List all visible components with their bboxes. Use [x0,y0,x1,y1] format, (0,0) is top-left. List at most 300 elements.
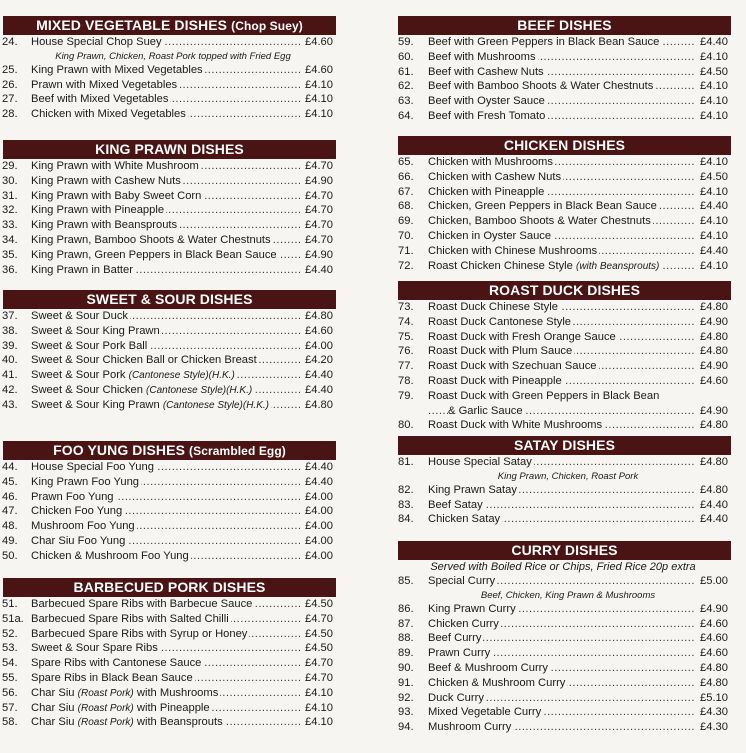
item-name: King Prawn in Batter [31,263,133,276]
item-number: 50. [2,549,18,562]
item-number: 38. [2,324,18,337]
item-number: 81. [398,456,414,468]
item-name: Roast Duck Chinese Style [428,301,558,313]
menu-item [395,374,731,389]
item-number: 79. [398,389,414,402]
item-name-group [31,702,212,714]
item-name: Roast Duck with Green Peppers in Black Bean [428,389,660,402]
item-dish [428,705,695,720]
item-price: £4.30 [700,721,728,734]
item-price: £4.00 [305,520,333,533]
item-name: Roast Duck with Pineapple [428,374,562,387]
menu-section [395,281,731,433]
item-number: 47. [2,505,18,518]
menu-section [395,16,731,124]
item-dish [428,229,695,244]
item-name-group [428,51,538,63]
menu-item [0,309,336,324]
menu-item [0,383,336,398]
item-name: Sweet & Sour Chicken [31,383,143,396]
item-number: 31. [2,189,18,202]
item-dish [31,78,300,93]
item-name: Chicken & Mushroom Foo Yung [31,549,189,562]
item-number: 44. [2,461,18,473]
item-number: 86. [398,602,414,615]
menu-item [0,78,336,93]
item-number: 64. [398,109,414,122]
item-name: Mixed Vegetable Curry [428,706,542,719]
item-dish [31,189,300,204]
item-number: 56. [2,686,18,699]
item-name: Spare Ribs in Black Bean Sauce [31,671,193,684]
item-price: £4.90 [700,602,728,615]
menu-item [395,705,731,720]
menu-item [0,92,336,107]
item-style-note: (Cantonese Style)(H.K.) [146,384,253,396]
item-dish [31,715,300,730]
item-name: King Prawn with Mixed Vegetables [31,63,203,76]
item-price: £4.70 [305,160,333,172]
item-name: Chicken with Cashew Nuts [428,170,562,183]
item-number: 92. [398,691,414,704]
item-name-group [428,316,573,328]
item-price: £4.50 [700,65,728,78]
item-number: 70. [398,229,414,242]
menu-section [395,436,731,527]
item-name-group [31,384,254,396]
item-name: with Mushrooms [136,686,219,699]
item-dish [428,617,695,632]
item-price: £4.00 [305,339,333,352]
item-name-group [428,692,486,704]
menu-item [395,315,731,330]
item-name: Prawn with Mixed Vegetables [31,78,178,91]
item-name: King Prawn with Pineapple [31,204,165,217]
item-name-group [428,677,567,689]
item-name-group [31,93,170,105]
item-name: Mushroom Curry [428,721,512,734]
item-dish [428,661,695,676]
item-name-group [428,331,618,343]
section-title-suffix: (Chop Suey) [231,19,303,33]
item-name: Chicken with Mushrooms [428,156,553,168]
item-number: 35. [2,248,18,261]
item-name: Beef with Mixed Vegetables [31,93,169,106]
item-name-group [31,550,191,562]
item-name-group [31,340,149,352]
item-price: £4.80 [700,345,728,358]
item-name: King Prawn Foo Yung [31,475,140,488]
menu-item [395,170,731,185]
menu-item [0,612,336,627]
menu-section [0,290,336,413]
item-dish [31,490,300,505]
item-dish [428,483,695,498]
item-price: £4.10 [305,93,333,106]
item-number: 36. [2,263,18,276]
item-price: £4.40 [305,475,333,488]
item-style-note: (Cantonese Style)(H.K.) [162,399,269,411]
item-price: £4.20 [305,354,333,367]
menu-item [395,691,731,706]
item-price: £4.10 [700,156,728,168]
item-number: 72. [398,259,414,272]
menu-section [0,16,336,122]
item-name-group [31,204,166,216]
item-name-prefix: Char Siu [31,716,75,729]
item-name: Sweet & Sour Pork [31,369,126,382]
menu-item [0,398,336,413]
item-name-group [428,456,534,468]
item-dish [31,309,300,324]
item-dish [31,107,300,122]
menu-item [395,676,731,691]
item-number: 89. [398,647,414,660]
menu-item [395,79,731,94]
item-name: & Garlic Sauce [448,404,523,417]
item-price: £4.60 [305,324,333,337]
menu-item [395,574,731,589]
menu-item [0,549,336,564]
section-header [3,140,336,159]
menu-item [395,389,731,404]
item-name-group [428,95,547,107]
menu-item [395,646,731,661]
item-dish [31,519,300,534]
item-price: £4.10 [700,95,728,108]
item-name-group [428,603,518,615]
item-name: Beef with Mushrooms [428,50,536,63]
item-number: 59. [398,36,414,48]
item-number: 37. [2,310,18,322]
item-name: Roast Duck with White Mushrooms [428,419,603,432]
menu-item [395,199,731,214]
item-price: £4.00 [305,549,333,562]
menu-item [395,498,731,513]
item-price: £4.70 [305,189,333,202]
item-price: £4.90 [700,360,728,373]
item-name-group [428,301,560,313]
item-number: 45. [2,475,18,488]
menu-item [0,504,336,519]
item-name-group [428,156,555,168]
item-dish [31,35,300,50]
item-dish [428,498,695,513]
item-dish [31,159,300,174]
section-title: CHICKEN DISHES [503,137,626,153]
menu-item [395,344,731,359]
item-dish [31,475,300,490]
item-name: Sweet & Sour Spare Ribs [31,642,158,655]
item-number: 91. [398,676,414,689]
item-number: 61. [398,65,414,78]
item-number: 43. [2,398,18,411]
item-name-group [31,354,259,366]
item-name-group [31,108,188,120]
item-name-group [428,260,661,272]
item-name: Chicken & Mushroom Curry [428,676,566,689]
item-price: £4.50 [305,642,333,655]
section-header [3,290,336,309]
item-name-group [428,375,564,387]
menu-item [0,490,336,505]
menu-item [395,185,731,200]
item-number: 41. [2,369,18,382]
section-header [398,16,731,35]
item-price: £5.00 [700,575,728,587]
item-number: 54. [2,657,18,670]
menu-section [395,136,731,273]
item-name-group [31,399,271,411]
item-name-group [31,687,220,699]
item-price: £4.50 [305,627,333,640]
item-name-group [31,535,127,547]
item-name-group [31,234,273,246]
item-name-group [31,264,135,276]
menu-section [0,140,336,277]
item-dish [428,676,695,691]
item-number: 34. [2,233,18,246]
section-title: FOO YUNG DISHES [53,442,186,458]
menu-item [395,94,731,109]
item-price: £4.60 [700,647,728,660]
menu-item [0,107,336,122]
section-title: CURRY DISHES [511,542,618,558]
item-price: £4.10 [700,50,728,63]
item-name: with Pineapple [136,701,210,714]
item-price: £4.10 [305,701,333,714]
item-dish [31,324,300,339]
section-header [398,281,731,300]
item-number: 88. [398,632,414,645]
item-number: 94. [398,721,414,734]
item-name: Char Siu Foo Yung [31,534,126,547]
item-name: Roast Duck Cantonese Style [428,315,572,328]
item-price: £4.60 [700,632,728,645]
section-title: BARBECUED PORK DISHES [73,579,266,595]
item-name-group [428,215,653,227]
item-price: £4.40 [305,461,333,473]
menu-item [395,50,731,65]
item-dish [31,504,300,519]
item-name: House Special Foo Yung [31,461,154,473]
item-name-group [448,405,525,417]
menu-item [0,715,336,730]
item-number: 40. [2,354,18,367]
item-dish [31,549,300,564]
item-name-group [428,200,659,212]
menu-item [0,597,336,612]
item-name: Sweet & Sour Duck [31,310,129,322]
item-dish [428,418,695,433]
item-price: £4.10 [305,716,333,729]
item-price: £4.40 [700,200,728,213]
menu-section [0,578,336,730]
item-dish [31,248,300,263]
section-title: BEEF DISHES [517,17,612,33]
item-name: Roast Duck with Fresh Orange Sauce [428,330,616,343]
item-number: 39. [2,339,18,352]
item-name-group [31,79,179,91]
item-name: Sweet & Sour Pork Ball [31,339,148,352]
item-dish [31,368,300,383]
item-name-group [428,360,599,372]
item-name: Beef Curry [428,632,482,645]
item-name: Beef with Bamboo Shoots & Water Chestnuts [428,80,654,93]
item-dish [31,233,300,248]
menu-item [0,519,336,534]
item-dish [31,263,300,278]
menu-item [0,248,336,263]
item-name-group [31,491,116,503]
item-dish [428,344,695,359]
item-name-group [428,110,547,122]
section-note: Served with Boiled Rice or Chips, Fried Rice 20p extra [430,561,696,573]
item-dish [428,631,695,646]
item-name: Chicken with Chinese Mushrooms [428,244,598,257]
item-name: Roast Duck with Szechuan Sauce [428,360,597,373]
item-dish [428,646,695,661]
menu-item [395,512,731,527]
item-price: £4.10 [700,259,728,272]
item-number: 66. [398,170,414,183]
item-name: King Prawn Curry [428,602,516,615]
section-title: MIXED VEGETABLE DISHES [36,17,228,33]
item-name-group [31,613,231,625]
item-name: King Prawn with Cashew Nuts [31,174,181,187]
menu-item [395,229,731,244]
item-name-group [428,245,599,257]
item-dish [31,92,300,107]
item-dish [428,170,695,185]
section-header [398,436,731,455]
item-name: Beef with Fresh Tomato [428,109,546,122]
item-name: Chicken Foo Yung [31,505,123,518]
section-header [3,16,336,35]
item-name-group [31,219,179,231]
item-name: Special Curry [428,575,496,587]
item-name-group [31,642,160,654]
item-dish [31,597,300,612]
item-name-group [31,505,124,517]
item-name-group [428,66,546,78]
item-name: Roast Duck with Plum Sauce [428,345,573,358]
item-price: £4.60 [700,617,728,630]
item-name-group [428,513,502,525]
item-number: 90. [398,661,414,674]
item-price: £4.40 [700,513,728,526]
item-price: £4.70 [305,671,333,684]
item-dish [428,35,695,50]
item-number: 71. [398,244,414,257]
section-title: ROAST DUCK DISHES [488,282,641,298]
item-price: £4.70 [305,204,333,217]
item-number: 60. [398,50,414,63]
menu-section [395,541,731,735]
item-name: Chicken, Bamboo Shoots & Water Chestnuts [428,215,651,228]
item-dish [428,244,695,259]
item-name: Beef with Cashew Nuts [428,65,544,78]
item-price: £4.40 [305,263,333,276]
item-dish [31,686,300,701]
item-name: King Prawn Satay [428,483,517,496]
item-name: with Beansprouts [136,716,223,729]
menu-item [395,109,731,124]
menu-item [0,189,336,204]
menu-item [395,418,731,433]
item-name-group [428,721,513,733]
menu-item [0,656,336,671]
item-name-group [31,249,279,261]
item-name-group [31,628,249,640]
item-price: £4.60 [305,63,333,76]
item-name: Chicken with Mixed Vegetables [31,108,186,121]
item-number: 27. [2,93,18,106]
item-price: £4.80 [700,676,728,689]
item-dish [428,79,695,94]
item-name: Beef Satay [428,498,483,511]
item-style-note: (Roast Pork) [77,717,134,729]
item-number: 62. [398,80,414,93]
item-number: 29. [2,160,18,172]
menu-item [0,686,336,701]
item-price: £4.10 [700,185,728,198]
item-name: Sweet & Sour Chicken Ball or Chicken Breast [31,354,257,367]
item-style-note: (Roast Pork) [77,702,134,714]
item-price: £4.10 [700,215,728,228]
item-price: £4.90 [700,315,728,328]
item-name: Roast Chicken Chinese Style [428,259,573,272]
menu-item [0,324,336,339]
item-name-group [428,662,550,674]
item-price: £4.50 [305,598,333,610]
item-name: Prawn Curry [428,647,491,660]
item-number: 73. [398,301,414,313]
item-price: £4.80 [305,310,333,322]
item-number: 48. [2,520,18,533]
item-number: 24. [2,36,18,48]
item-dish [428,512,695,527]
item-number: 57. [2,701,18,714]
item-dish [428,50,695,65]
menu-item [395,35,731,50]
menu-item [395,404,731,419]
item-name-group [428,706,543,718]
menu-item [395,259,731,274]
item-name: Beef & Mushroom Curry [428,661,548,674]
menu-item [0,233,336,248]
menu-item [0,35,336,50]
item-dish [428,315,695,330]
item-dish [428,359,695,374]
item-dish [428,185,695,200]
item-dish [428,691,695,706]
menu-item [0,627,336,642]
section-title: SATAY DISHES [513,437,616,453]
item-number: 49. [2,534,18,547]
item-price: £4.00 [305,490,333,503]
item-price: £4.70 [305,612,333,625]
item-description: King Prawn, Chicken, Roast Pork [497,470,639,482]
item-name: Beef with Oyster Sauce [428,95,545,108]
item-name: House Special Satay [428,456,532,468]
item-name-group [31,657,203,669]
item-name-group [31,160,201,172]
item-name-group [428,618,501,630]
item-dish [428,109,695,124]
item-price: £4.40 [700,36,728,48]
item-name-group [428,484,519,496]
